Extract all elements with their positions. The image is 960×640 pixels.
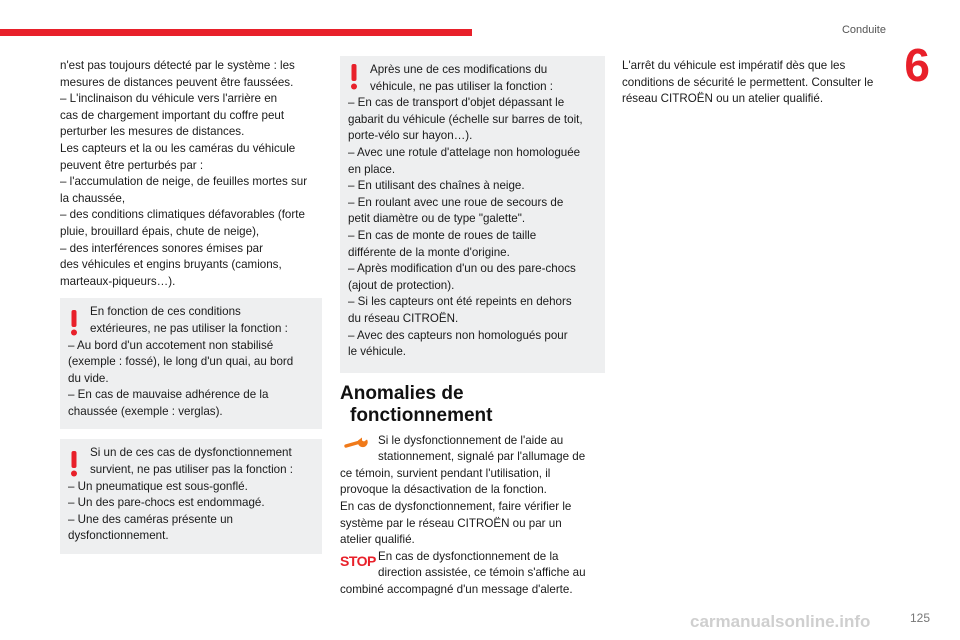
text-line: Si un de ces cas de dysfonctionnement (90, 446, 292, 460)
text-line: du réseau CITROËN. (348, 311, 459, 325)
section-title: Conduite (841, 24, 886, 36)
text-line: En fonction de ces conditions (90, 305, 241, 319)
text-line: Si le dysfonctionnement de l'aide au (378, 433, 564, 447)
text-line: véhicule, ne pas utiliser la fonction : (370, 79, 554, 93)
text-line: différente de la monte d'origine. (348, 245, 510, 259)
text-line: (exemple : fossé), le long d'un quai, au bord (68, 355, 294, 369)
text-line: survient, ne pas utiliser pas la fonction : (90, 463, 293, 477)
text-line: – En roulant avec une roue de secours de (348, 195, 564, 209)
column-1 (60, 58, 322, 554)
heading-line: Anomalies de (340, 382, 464, 404)
text-line: réseau CITROËN ou un atelier qualifié. (622, 92, 824, 106)
text-line: porte-vélo sur hayon…). (348, 129, 473, 143)
text-line: marteaux-piqueurs…). (60, 274, 176, 288)
text-line: – Au bord d'un accotement non stabilisé (68, 338, 274, 352)
text-line: – L'inclinaison du véhicule vers l'arrière en (60, 92, 278, 106)
text-line: – Avec des capteurs non homologués pour (348, 328, 568, 342)
text-line: stationnement, signalé par l'allumage de (378, 450, 586, 464)
text-line: du vide. (68, 371, 109, 385)
text-line: pluie, brouillard épais, chute de neige), (60, 224, 260, 238)
warning-box-conditions (60, 298, 322, 429)
warning-exclamation-icon (350, 64, 358, 90)
text-line: le véhicule. (348, 345, 407, 359)
text-line: – En utilisant des chaînes à neige. (348, 179, 525, 193)
text-line: atelier qualifié. (340, 533, 415, 547)
page-number: 125 (909, 611, 930, 625)
wrench-icon (344, 436, 372, 450)
text-line: mesures de distances peuvent être faussées. (60, 75, 294, 89)
text-line: système par le réseau CITROËN ou par un (340, 516, 562, 530)
text-line: En cas de dysfonctionnement, faire vérifier le (340, 500, 572, 514)
stop-warning-paragraph (340, 549, 605, 599)
text-line: – Après modification d'un ou des pare-chocs (348, 262, 576, 276)
wrench-warning-paragraph (340, 433, 605, 549)
text-line: n'est pas toujours détecté par le système : les (60, 59, 295, 72)
text-line: gabarit du véhicule (échelle sur barres de toit, (348, 112, 583, 126)
text-line: conditions de sécurité le permettent. Consulter le (622, 75, 874, 89)
text-line: – des conditions climatiques défavorables (forte (60, 208, 305, 222)
text-line: L'arrêt du véhicule est impératif dès que les (622, 59, 846, 72)
warning-box-malfunction (60, 439, 322, 554)
chapter-number: 6 (904, 39, 930, 91)
warning-exclamation-icon (70, 310, 78, 336)
watermark: carmanualsonline.info (690, 612, 871, 631)
text-line: – l'accumulation de neige, de feuilles mortes sur (60, 175, 308, 189)
text-line: peuvent être perturbés par : (60, 158, 204, 172)
text-line: – Un pneumatique est sous-gonflé. (68, 479, 248, 493)
text-line: provoque la désactivation de la fonction. (340, 483, 547, 497)
text-line: – Une des caméras présente un (68, 512, 233, 526)
heading-line: fonctionnement (350, 404, 493, 426)
text-line: – En cas de mauvaise adhérence de la (68, 388, 269, 402)
text-line: cas de chargement important du coffre peut (60, 108, 285, 122)
text-line: la chaussée, (60, 191, 126, 205)
text-line: – En cas de monte de roues de taille (348, 228, 537, 242)
text-line: Après une de ces modifications du (370, 63, 548, 76)
text-line: Les capteurs et la ou les caméras du véhicule (60, 141, 296, 155)
text-line: perturber les mesures de distances. (60, 125, 245, 139)
text-line: (ajout de protection). (348, 278, 455, 292)
stop-warning-icon: STOP (340, 552, 376, 569)
text-line: extérieures, ne pas utiliser la fonction : (90, 321, 288, 335)
text-line: dysfonctionnement. (68, 529, 169, 543)
text-line: – Avec une rotule d'attelage non homologuée (348, 145, 581, 159)
header-accent-bar (0, 29, 472, 36)
text-line: petit diamètre ou de type "galette". (348, 212, 526, 226)
text-line: – Un des pare-chocs est endommagé. (68, 496, 265, 510)
text-line: ce témoin, survient pendant l'utilisation, il (340, 466, 551, 480)
text-line: en place. (348, 162, 396, 176)
text-line: – des interférences sonores émises par (60, 241, 263, 255)
section-heading-anomalies (340, 383, 605, 427)
text-line: combiné accompagné d'un message d'alerte. (340, 583, 573, 597)
warning-box-modifications (340, 56, 605, 373)
text-line: En cas de dysfonctionnement de la (378, 549, 559, 563)
text-line: des véhicules et engins bruyants (camions, (60, 258, 282, 272)
text-line: – En cas de transport d'objet dépassant le (348, 96, 565, 110)
text-line: chaussée (exemple : verglas). (68, 404, 223, 418)
column-3 (622, 58, 890, 108)
warning-exclamation-icon (70, 451, 78, 477)
column-2 (340, 56, 605, 599)
intro-text (60, 58, 322, 290)
text-line: – Si les capteurs ont été repeints en dehors (348, 295, 572, 309)
text-line: direction assistée, ce témoin s'affiche au (378, 566, 586, 580)
